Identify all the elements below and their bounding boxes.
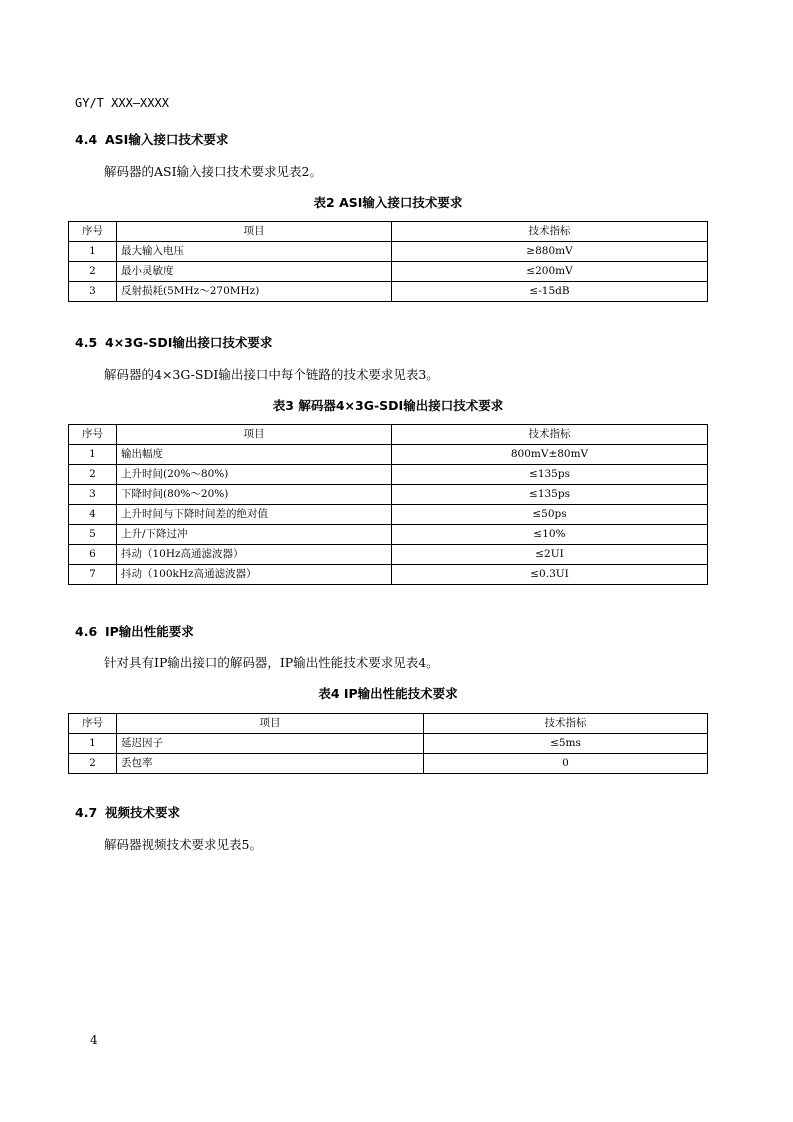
table-row [69,262,708,282]
table-row [69,282,708,302]
table-caption-4: 表4 IP输出性能技术要求 [318,686,458,701]
section-number: 4.6 [75,624,98,639]
table-row [69,565,708,585]
table-cell: 4 [69,505,117,525]
table-cell: ≤2UI [392,545,708,565]
table-cell: 最小灵敏度 [117,262,392,282]
table-cell: 丢包率 [117,754,424,774]
header-cell: 技术指标 [392,425,708,445]
table-4 [68,713,708,774]
section-number: 4.4 [75,132,98,147]
section-paragraph: 解码器的ASI输入接口技术要求见表2。 [104,164,322,179]
table-row [69,445,708,465]
section-title: IP输出性能要求 [105,624,194,639]
table-cell: ≤200mV [392,262,708,282]
table-cell: 800mV±80mV [392,445,708,465]
table-cell: 2 [69,465,117,485]
section-paragraph: 解码器视频技术要求见表5。 [104,837,262,852]
table-row [69,525,708,545]
header-cell: 项目 [117,714,424,734]
header-cell: 技术指标 [424,714,708,734]
table-cell: 下降时间(80%～20%) [117,485,392,505]
table-row [69,465,708,485]
section-paragraph: 解码器的4×3G-SDI输出接口中每个链路的技术要求见表3。 [104,367,439,382]
table-cell: 1 [69,445,117,465]
table-cell: 1 [69,734,117,754]
header-cell: 项目 [117,425,392,445]
table-row [69,545,708,565]
table-cell: 1 [69,242,117,262]
document-code: GY/T XXX—XXXX [75,96,169,110]
table-row [69,505,708,525]
section-title: 视频技术要求 [105,805,181,820]
header-cell: 序号 [69,425,117,445]
table-3 [68,424,708,585]
table-cell: 5 [69,525,117,545]
section-heading-4-6 [75,622,194,640]
table-cell: 反射损耗(5MHz～270MHz) [117,282,392,302]
table-cell: 3 [69,485,117,505]
table-cell: 上升/下降过冲 [117,525,392,545]
section-heading-4-4 [75,130,228,148]
table-cell: 抖动（10Hz高通滤波器） [117,545,392,565]
table-cell: 最大输入电压 [117,242,392,262]
header-cell: 序号 [69,222,117,242]
table-caption-2: 表2 ASI输入接口技术要求 [313,195,463,210]
section-number: 4.7 [75,805,98,820]
table-row [69,734,708,754]
table-cell: 7 [69,565,117,585]
table-cell: 3 [69,282,117,302]
section-heading-4-5 [75,333,272,351]
table-caption-3: 表3 解码器4×3G-SDI输出接口技术要求 [272,398,504,413]
table-cell: ≤135ps [392,465,708,485]
section-number: 4.5 [75,335,98,350]
table-cell: 输出幅度 [117,445,392,465]
table-cell: ≥880mV [392,242,708,262]
table-cell: 2 [69,262,117,282]
table-cell: 上升时间与下降时间差的绝对值 [117,505,392,525]
table-cell: ≤-15dB [392,282,708,302]
table-cell: 2 [69,754,117,774]
section-paragraph: 针对具有IP输出接口的解码器，IP输出性能技术要求见表4。 [104,655,439,670]
page-number: 4 [90,1033,98,1047]
table-cell: ≤5ms [424,734,708,754]
table-header-row [69,714,708,734]
table-row [69,485,708,505]
table-cell: 上升时间(20%～80%) [117,465,392,485]
table-cell: ≤135ps [392,485,708,505]
table-cell: 抖动（100kHz高通滤波器） [117,565,392,585]
header-cell: 项目 [117,222,392,242]
table-row [69,242,708,262]
table-cell: 延迟因子 [117,734,424,754]
table-row [69,754,708,774]
header-cell: 技术指标 [392,222,708,242]
section-title: ASI输入接口技术要求 [105,132,229,147]
table-header-row [69,222,708,242]
table-cell: 0 [424,754,708,774]
table-2 [68,221,708,302]
table-cell: ≤0.3UI [392,565,708,585]
table-cell: ≤50ps [392,505,708,525]
table-header-row [69,425,708,445]
section-heading-4-7 [75,803,180,821]
table-cell: 6 [69,545,117,565]
header-cell: 序号 [69,714,117,734]
section-title: 4×3G-SDI输出接口技术要求 [105,335,273,350]
table-cell: ≤10% [392,525,708,545]
